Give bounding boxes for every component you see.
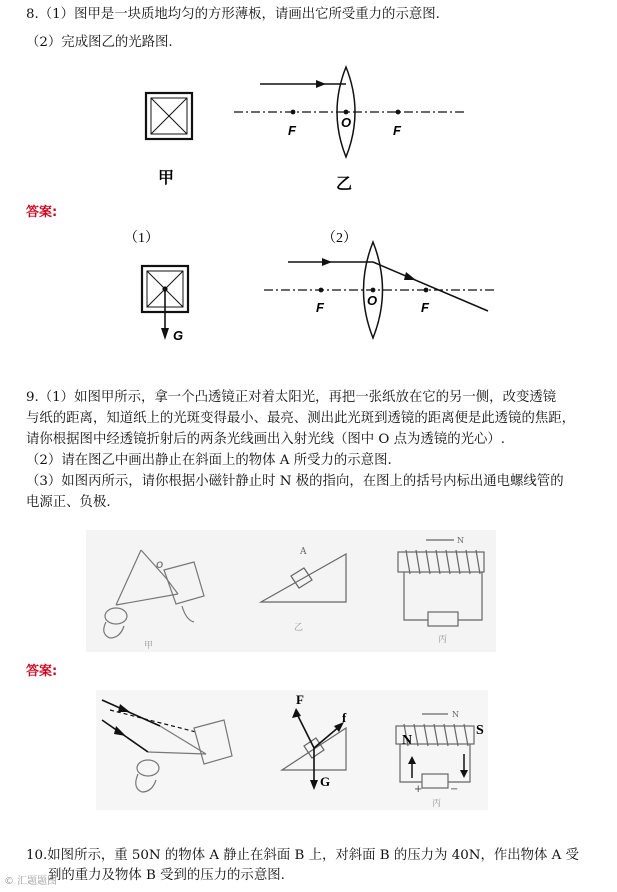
fig-jia-caption: 甲	[158, 168, 175, 187]
q9-figures	[86, 530, 496, 652]
optical-center	[344, 110, 349, 115]
pole-N: N	[402, 733, 413, 748]
fig-bing-sketch	[398, 540, 484, 626]
hand-sketch	[182, 606, 194, 622]
fig-bing-caption: 丙	[432, 799, 442, 809]
label-G: G	[320, 774, 331, 789]
q9-line-5: （3）如图丙所示，请你根据小磁针静止时 N 极的指向，在图上的括号内标出通电螺线管的	[26, 474, 564, 489]
arrow-head-icon	[292, 708, 301, 718]
terminal-plus: +	[414, 784, 423, 795]
incline-triangle	[261, 554, 346, 602]
ray-line	[116, 594, 178, 605]
q9-line-3: 请你根据图中经透镜折射后的两条光线画出入射光线（图中 O 点为透镜的光心）.	[26, 432, 506, 447]
needle-label-N: N	[452, 710, 459, 719]
terminal-minus: −	[450, 784, 459, 795]
fig-jia-sketch	[136, 720, 232, 792]
label-O: O	[367, 293, 378, 308]
focus-point	[424, 288, 429, 293]
q9-line-6: 电源正、负极.	[26, 495, 111, 510]
q10-line-1: 10.如图所示，重 50N 的物体 A 静止在斜面 B 上，对斜面 B 的压力为 40N，作出物体 A 受	[26, 848, 579, 863]
ray-line	[148, 752, 206, 754]
ray-arrow-icon	[316, 80, 326, 88]
q9-line-4: （2）请在图乙中画出静止在斜面上的物体 A 所受力的示意图.	[26, 453, 392, 468]
fig-bing-sketch	[396, 714, 474, 788]
q9-answer-figures	[96, 690, 488, 810]
focus-point	[319, 288, 324, 293]
q8-figure-jia	[130, 85, 200, 195]
fig-jia-sketch	[104, 550, 204, 638]
q8-answer-1	[110, 222, 220, 352]
focus-point	[396, 110, 401, 115]
block-A	[291, 568, 312, 588]
q8-line-1: 8.（1）图甲是一块质地均匀的方形薄板，请画出它所受重力的示意图.	[26, 7, 440, 22]
focus-point	[291, 110, 296, 115]
ray-arrow-icon	[118, 704, 130, 712]
fig-yi-caption: 乙	[336, 174, 353, 193]
answer-label: 答案:	[26, 205, 58, 220]
label-F: F	[288, 123, 296, 138]
ray-arrow-icon	[114, 726, 126, 736]
arrow-head-icon	[460, 770, 468, 778]
label-F: F	[296, 692, 304, 707]
ray-line	[160, 726, 206, 754]
label-F: F	[316, 300, 324, 315]
power-source	[422, 774, 448, 788]
pole-S: S	[476, 723, 484, 738]
label-F: F	[393, 123, 401, 138]
label-O: O	[341, 115, 352, 130]
paper-sheet	[194, 720, 232, 764]
ray-arrow-icon	[404, 272, 416, 280]
incident-ray	[102, 700, 160, 726]
fig-yi-label-A: A	[300, 547, 307, 557]
ray-line	[116, 550, 141, 605]
friction-force-f	[314, 726, 340, 748]
fig-yi-sketch	[261, 554, 346, 602]
q9-line-2: 与纸的距离，知道纸上的光斑变得最小、最亮、测出此光斑到透镜的距离便是此透镜的焦距，	[26, 411, 576, 426]
arrow-head-icon	[310, 780, 318, 790]
label-f: f	[342, 710, 347, 725]
fig-bing-caption: 丙	[438, 635, 448, 645]
ray-arrow-icon	[322, 258, 332, 266]
answer-label: 答案:	[26, 664, 58, 679]
hand-sketch	[105, 608, 127, 624]
normal-force-F	[296, 712, 314, 748]
circuit-wire	[404, 572, 482, 620]
fig-jia-label-O: O	[156, 560, 164, 570]
solenoid	[398, 552, 484, 572]
arrow-head-icon	[408, 756, 416, 764]
optical-center	[371, 288, 376, 293]
label-F: F	[421, 300, 429, 315]
q10-line-2: 到的重力及物体 B 受到的压力的示意图.	[48, 868, 285, 883]
power-source	[428, 612, 458, 626]
hand-sketch	[137, 760, 159, 776]
fig-bing-label-N: N	[457, 536, 464, 545]
incident-ray	[102, 720, 148, 752]
part-label-2: （2）	[322, 231, 357, 246]
solenoid-coils	[404, 724, 468, 746]
q8-figure-yi	[230, 65, 470, 195]
solenoid-coils	[406, 550, 480, 574]
label-G: G	[173, 328, 184, 343]
fig-jia-caption: 甲	[144, 641, 154, 651]
fig-yi-caption: 乙	[294, 623, 304, 633]
arrow-head-icon	[161, 328, 169, 340]
q8-answer-2	[260, 222, 500, 352]
hand-sketch	[136, 774, 156, 792]
refracted-ray	[373, 262, 488, 311]
q8-line-2: （2）完成图乙的光路图.	[26, 35, 173, 50]
q9-line-1: 9.（1）如图甲所示，拿一个凸透镜正对着太阳光，再把一张纸放在它的另一侧，改变透镜	[26, 390, 557, 405]
watermark: © 汇题题图	[4, 876, 58, 887]
principal-axis	[110, 710, 196, 732]
force-arrows	[296, 712, 340, 786]
part-label-1: （1）	[124, 231, 159, 246]
fig-jia-answer	[102, 700, 196, 752]
